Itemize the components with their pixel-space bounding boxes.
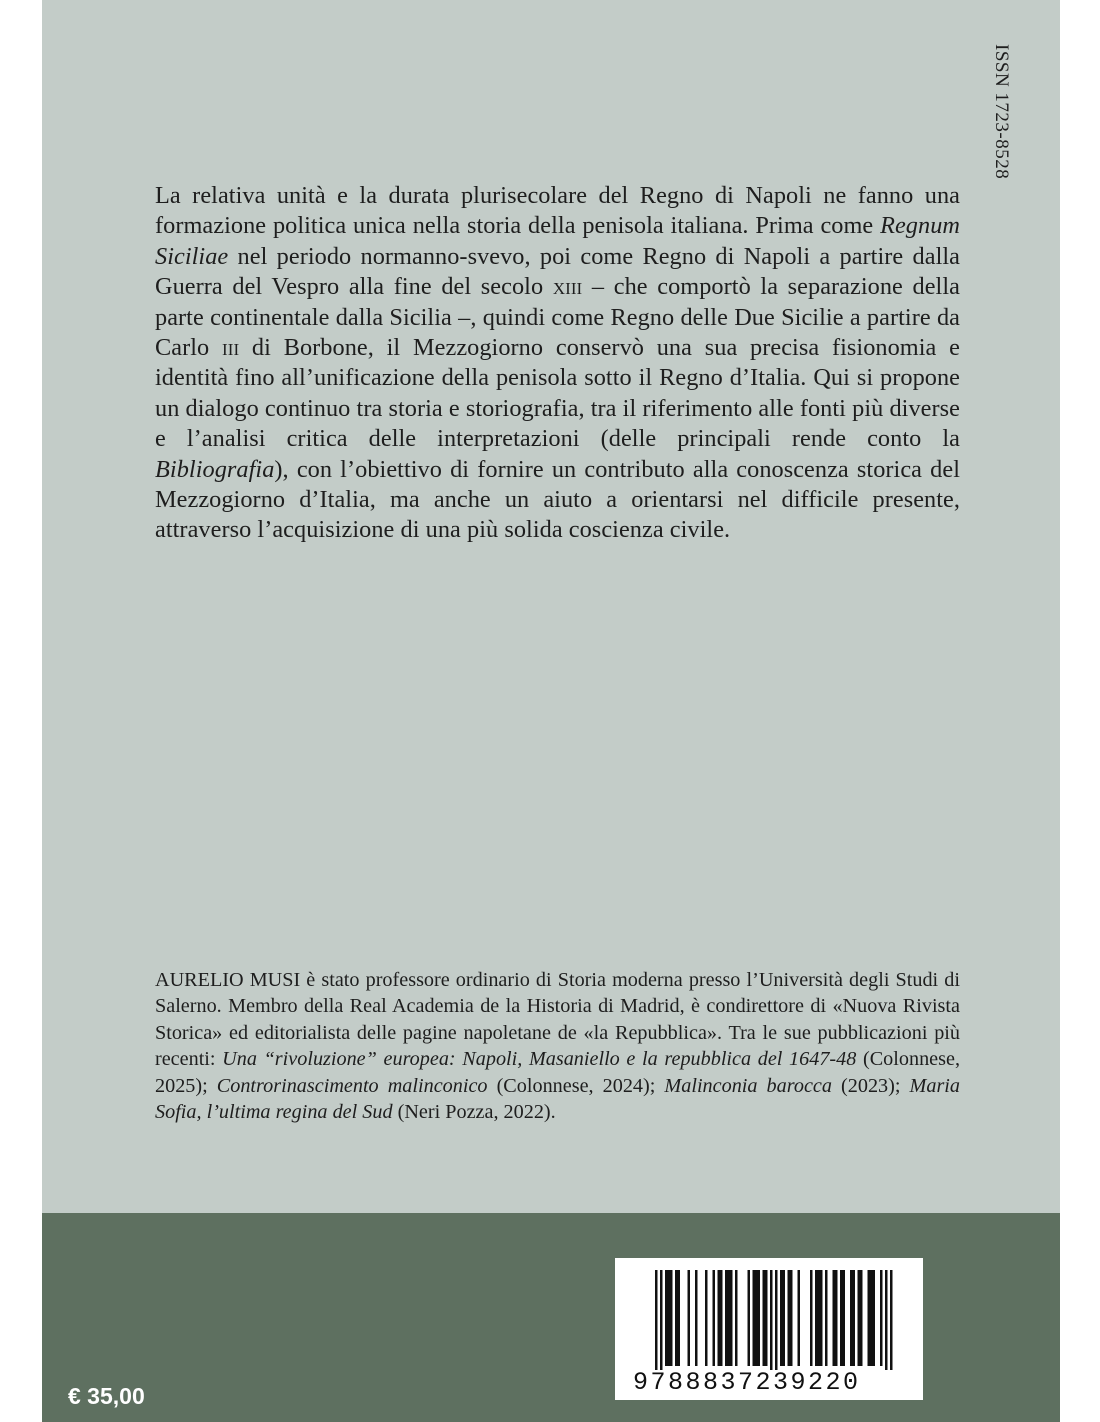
barcode-bar xyxy=(705,1270,708,1366)
barcode-bar xyxy=(695,1270,698,1366)
blurb-text-5: ), con l’obiettivo di fornire un contributo alla conoscenza storica del Mezzogiorno d’Italia, ma anche un aiuto a orientarsi nel difficile presente, attraverso l’acquisizione di una più solida coscienza civile. xyxy=(155,455,960,544)
barcode-bar xyxy=(730,1270,733,1366)
barcode-bar xyxy=(770,1270,773,1370)
blurb-regnal-number: iii xyxy=(222,334,240,362)
barcode-bar xyxy=(790,1270,793,1366)
book-description xyxy=(155,181,960,546)
blurb-text-1: La relativa unità e la durata plurisecolare del Regno di Napoli ne fanno una formazione politica unica nella storia della penisola italiana. Prima come xyxy=(155,182,960,240)
barcode-bar xyxy=(713,1270,716,1366)
barcode-bar xyxy=(678,1270,681,1366)
barcode-bar xyxy=(858,1270,861,1366)
barcode-digits: 9788837239220 xyxy=(633,1368,861,1397)
barcode-bar xyxy=(670,1270,673,1366)
bio-title-3: Malinconia barocca xyxy=(664,1074,832,1097)
barcode-bar xyxy=(835,1270,838,1366)
barcode-bar xyxy=(820,1270,823,1366)
barcode-bar xyxy=(885,1270,888,1370)
barcode-bar xyxy=(655,1270,658,1370)
barcode-bar xyxy=(720,1270,723,1366)
barcode-bar xyxy=(668,1270,671,1366)
issn-label: ISSN 1723-8528 xyxy=(991,44,1012,180)
barcode-bar xyxy=(660,1270,663,1370)
barcode-bar xyxy=(725,1270,728,1366)
barcode-bar xyxy=(810,1270,813,1366)
barcode-bar xyxy=(758,1270,761,1366)
bio-text-4: (2023); xyxy=(831,1074,910,1097)
blurb-text-3: – che comportò la separazione della parte continentale dalla Sicilia –, quindi come Regno delle Due Sicilie a partire da Carlo xyxy=(155,273,960,362)
barcode-bar xyxy=(753,1270,756,1366)
bio-title-2: Controrinascimento malinconico xyxy=(216,1074,488,1097)
barcode-bar xyxy=(728,1270,731,1366)
barcode-bar xyxy=(825,1270,828,1366)
barcode-bar xyxy=(798,1270,801,1366)
price-label: € 35,00 xyxy=(68,1383,145,1409)
barcode-bar xyxy=(675,1270,678,1366)
barcode-bar xyxy=(665,1270,668,1366)
barcode-bar xyxy=(688,1270,691,1366)
blurb-italic-regnum: Regnum Siciliae xyxy=(155,212,960,270)
barcode-bar xyxy=(843,1270,846,1366)
barcode-bars xyxy=(615,1258,923,1370)
barcode xyxy=(615,1258,923,1400)
blurb-century: xiii xyxy=(552,273,583,301)
bio-text-1: AURELIO MUSI è stato professore ordinario di Storia moderna presso l’Università degli Studi di Salerno. Membro della Real Academia de la Historia di Madrid, è condirettore di «Nuova Rivista Storica» ed editorialista delle pagine napoletane de «la Repubblica». Tra le sue pubblicazioni più recenti: xyxy=(155,969,960,1071)
bio-text-5: (Neri Pozza, 2022). xyxy=(392,1101,556,1124)
author-bio xyxy=(155,967,960,1125)
barcode-bar xyxy=(780,1270,783,1366)
blurb-text-2: nel periodo normanno-svevo, poi come Regno di Napoli a partire dalla Guerra del Vespro alla fine del secolo xyxy=(155,242,960,301)
barcode-bar xyxy=(748,1270,751,1366)
blurb-text-4: di Borbone, il Mezzogiorno conservò una sua precisa fisionomia e identità fino all’unificazione della penisola sotto il Regno d’Italia. Qui si propone un dialogo continuo tra storia e storiografia, tra il riferimento alle fonti più diverse e l’analisi critica delle interpretazioni (delle principali rende conto la xyxy=(155,334,960,453)
barcode-bar xyxy=(718,1270,721,1366)
barcode-bar xyxy=(818,1270,821,1366)
bio-title-1: Una “rivoluzione” europea: Napoli, Masaniello e la repubblica del 1647-48 xyxy=(222,1048,857,1071)
blurb-italic-bibliografia: Bibliografia xyxy=(155,455,275,483)
barcode-bar xyxy=(775,1270,778,1370)
barcode-bar xyxy=(788,1270,791,1366)
barcode-bar xyxy=(853,1270,856,1366)
barcode-bar xyxy=(873,1270,876,1366)
barcode-bar xyxy=(840,1270,843,1366)
bio-title-4: Maria Sofia, l’ultima regina del Sud xyxy=(155,1074,960,1124)
barcode-bar xyxy=(860,1270,863,1366)
barcode-bar xyxy=(833,1270,836,1366)
barcode-bar xyxy=(783,1270,786,1366)
bio-text-3: (Colonnese, 2024); xyxy=(487,1074,665,1097)
barcode-bar xyxy=(850,1270,853,1366)
barcode-bar xyxy=(868,1270,871,1366)
barcode-bar xyxy=(880,1270,883,1366)
barcode-bar xyxy=(815,1270,818,1366)
barcode-bar xyxy=(735,1270,738,1366)
barcode-bar xyxy=(870,1270,873,1366)
barcode-bar xyxy=(755,1270,758,1366)
barcode-bar xyxy=(765,1270,768,1366)
bio-text-2: (Colonnese, 2025); xyxy=(155,1048,960,1097)
barcode-bar xyxy=(890,1270,893,1370)
barcode-bar xyxy=(763,1270,766,1366)
